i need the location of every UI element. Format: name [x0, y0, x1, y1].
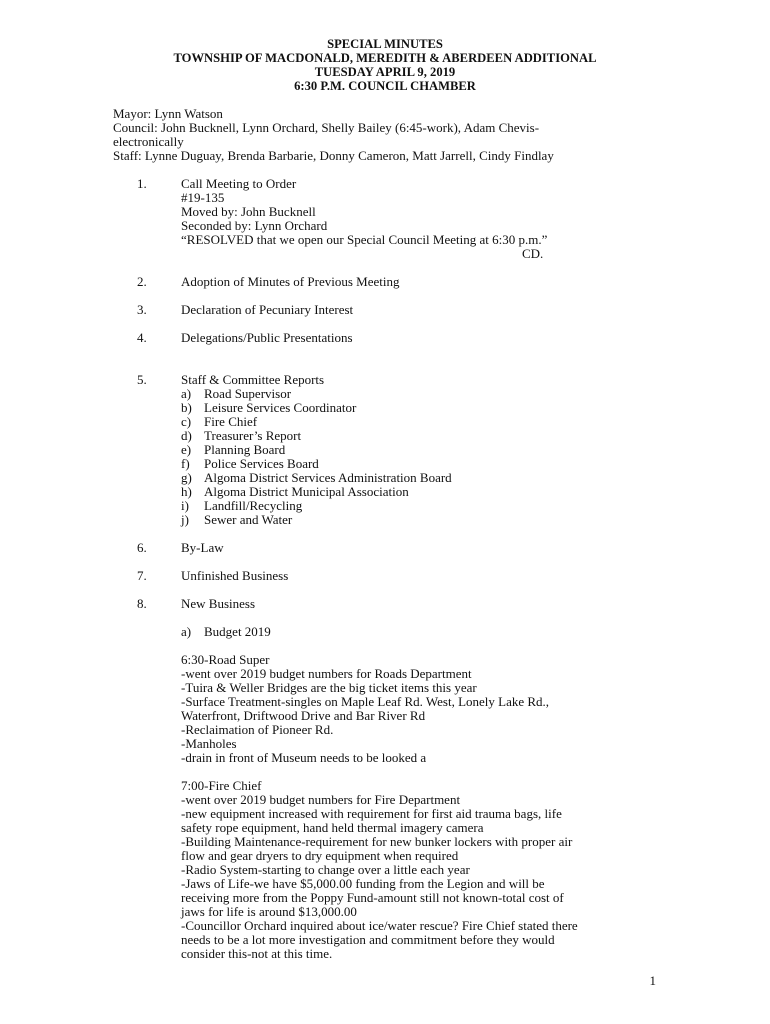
road-super-note: -Manholes	[181, 736, 237, 751]
item-3-title: Declaration of Pecuniary Interest	[181, 302, 354, 317]
item-8-title: New Business	[181, 596, 256, 611]
fire-chief-note: 7:00-Fire Chief	[181, 778, 262, 793]
item-2-title: Adoption of Minutes of Previous Meeting	[181, 274, 400, 289]
item-5-number: 5.	[137, 372, 147, 387]
item-8-number: 8.	[137, 596, 147, 611]
item-6-title: By-Law	[181, 540, 224, 555]
fire-chief-note: -new equipment increased with requirement for first aid trauma bags, life	[181, 806, 562, 821]
fire-chief-note: jaws for life is around $13,000.00	[181, 904, 357, 919]
report-item: Landfill/Recycling	[204, 498, 303, 513]
header-date: TUESDAY APRIL 9, 2019	[314, 65, 456, 79]
report-letter: e)	[181, 442, 192, 457]
report-letter: c)	[181, 414, 192, 429]
report-item: Police Services Board	[204, 456, 319, 471]
item-6-number: 6.	[137, 540, 147, 555]
fire-chief-note: -went over 2019 budget numbers for Fire Department	[181, 792, 461, 807]
motion-seconded-by: Seconded by: Lynn Orchard	[181, 218, 328, 233]
item-7-title: Unfinished Business	[181, 568, 289, 583]
road-super-note: -drain in front of Museum needs to be looked a	[181, 750, 427, 765]
report-item: Leisure Services Coordinator	[204, 400, 357, 415]
report-letter: f)	[181, 456, 190, 471]
page-number: 1	[649, 973, 656, 988]
road-super-note: Waterfront, Driftwood Drive and Bar River Rd	[181, 708, 426, 723]
report-item: Sewer and Water	[204, 512, 293, 527]
report-item: Road Supervisor	[204, 386, 292, 401]
fire-chief-note: -Councillor Orchard inquired about ice/water rescue? Fire Chief stated there	[181, 918, 578, 933]
fire-chief-note: -Radio System-starting to change over a little each year	[181, 862, 470, 877]
fire-chief-note: receiving more from the Poppy Fund-amount still not known-total cost of	[181, 890, 564, 905]
motion-resolution: “RESOLVED that we open our Special Council Meeting at 6:30 p.m.”	[181, 232, 548, 247]
report-letter: j)	[181, 512, 189, 527]
report-item: Planning Board	[204, 442, 286, 457]
new-business-letter: a)	[181, 624, 192, 639]
report-letter: b)	[181, 400, 192, 415]
item-3-number: 3.	[137, 302, 147, 317]
header-time-location: 6:30 P.M. COUNCIL CHAMBER	[294, 79, 476, 93]
fire-chief-note: needs to be a lot more investigation and commitment before they would	[181, 932, 555, 947]
report-letter: h)	[181, 484, 192, 499]
minutes-header	[0, 37, 770, 93]
report-letter: g)	[181, 470, 192, 485]
attendance-council-cont: electronically	[113, 134, 184, 149]
fire-chief-note: safety rope equipment, hand held thermal imagery camera	[181, 820, 484, 835]
report-item: Algoma District Municipal Association	[204, 484, 409, 499]
road-super-note: 6:30-Road Super	[181, 652, 270, 667]
item-1-title: Call Meeting to Order	[181, 176, 297, 191]
item-7-number: 7.	[137, 568, 147, 583]
road-super-note: -went over 2019 budget numbers for Roads Department	[181, 666, 472, 681]
report-letter: a)	[181, 386, 192, 401]
attendance-mayor: Mayor: Lynn Watson	[113, 106, 223, 121]
fire-chief-note: flow and gear dryers to dry equipment when required	[181, 848, 459, 863]
attendance-council: Council: John Bucknell, Lynn Orchard, Shelly Bailey (6:45-work), Adam Chevis-	[113, 120, 540, 135]
fire-chief-note: -Jaws of Life-we have $5,000.00 funding from the Legion and will be	[181, 876, 545, 891]
report-item: Algoma District Services Administration Board	[204, 470, 452, 485]
road-super-note: -Reclaimation of Pioneer Rd.	[181, 722, 334, 737]
fire-chief-note: consider this-not at this time.	[181, 946, 333, 961]
road-super-note: -Tuira & Weller Bridges are the big ticket items this year	[181, 680, 477, 695]
item-2-number: 2.	[137, 274, 147, 289]
report-letter: d)	[181, 428, 192, 443]
motion-result: CD.	[522, 246, 544, 261]
attendance-staff: Staff: Lynne Duguay, Brenda Barbarie, Donny Cameron, Matt Jarrell, Cindy Findlay	[113, 148, 554, 163]
report-item: Treasurer’s Report	[204, 428, 302, 443]
item-4-number: 4.	[137, 330, 147, 345]
motion-moved-by: Moved by: John Bucknell	[181, 204, 316, 219]
new-business-item: Budget 2019	[204, 624, 271, 639]
item-5-title: Staff & Committee Reports	[181, 372, 325, 387]
item-1-number: 1.	[137, 176, 147, 191]
fire-chief-note: -Building Maintenance-requirement for new bunker lockers with proper air	[181, 834, 573, 849]
road-super-note: -Surface Treatment-singles on Maple Leaf Rd. West, Lonely Lake Rd.,	[181, 694, 550, 709]
report-item: Fire Chief	[204, 414, 258, 429]
report-letter: i)	[181, 498, 189, 513]
item-4-title: Delegations/Public Presentations	[181, 330, 353, 345]
header-township: TOWNSHIP OF MACDONALD, MEREDITH & ABERDEEN ADDITIONAL	[173, 51, 597, 65]
motion-number: #19-135	[181, 190, 225, 205]
header-title: SPECIAL MINUTES	[327, 37, 443, 51]
